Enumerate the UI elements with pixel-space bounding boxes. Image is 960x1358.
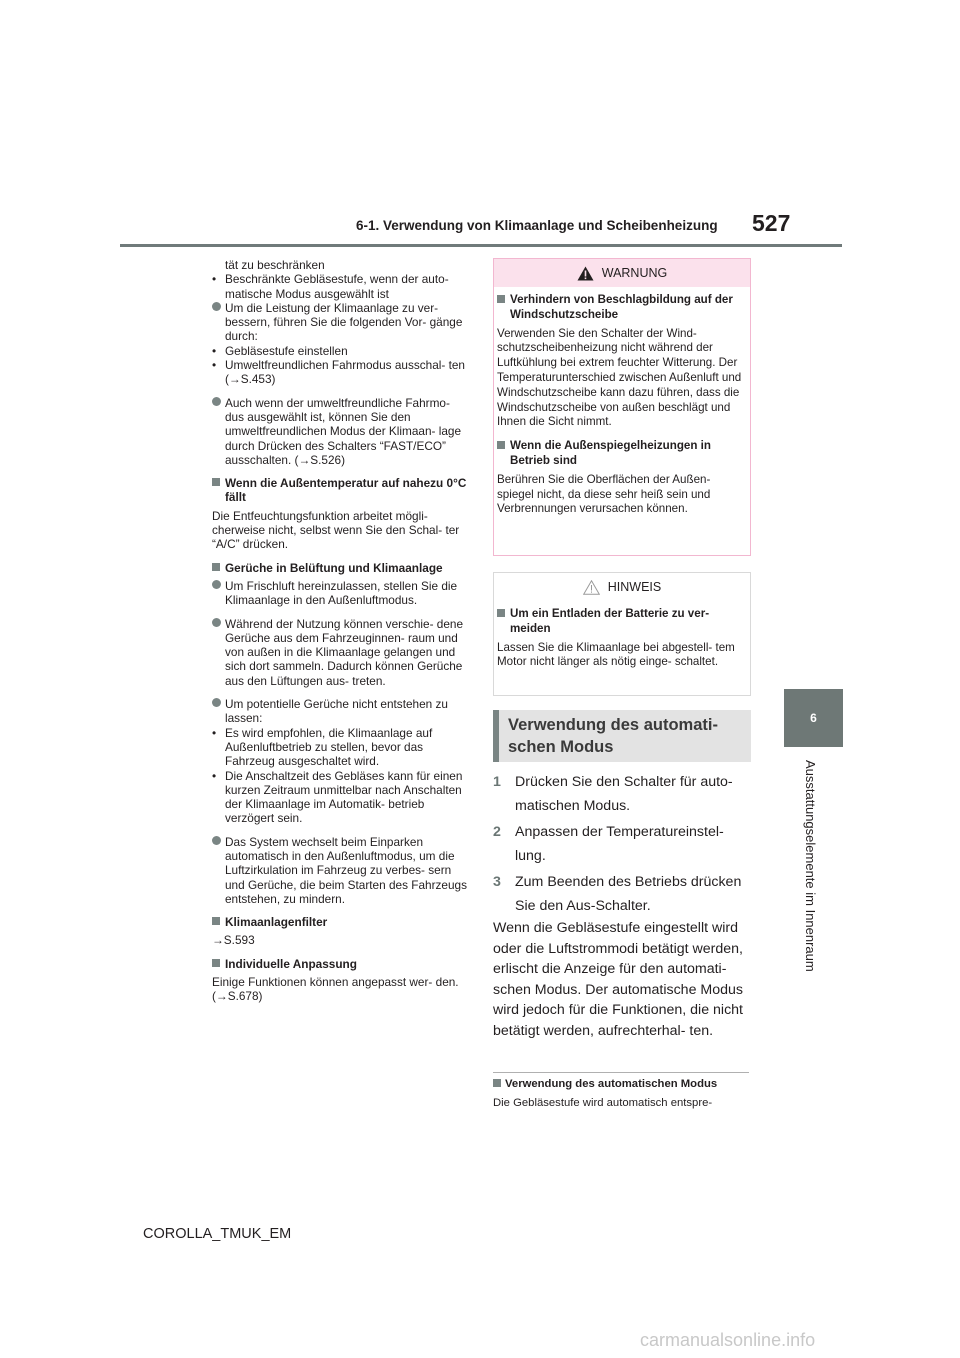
bullet-item <box>212 835 467 906</box>
subheading: Gerüche in Belüftung und Klimaanlage <box>212 561 467 575</box>
subheading: Klimaanlagenfilter <box>212 915 467 929</box>
section-heading-line: Verwendung des automati- <box>508 716 718 734</box>
warning-text: Verwenden Sie den Schalter der Wind- schutzscheibenheizung nicht während der Luftkühlung bei extrem feuchter Witterung. Der Temperaturunterschied zwischen Außenluft und Windschutzscheibe kann dazu führen, dass die Windschutzscheibe von außen beschlägt und Ihnen die Sicht nimmt. <box>497 326 742 429</box>
section-heading-line: schen Modus <box>508 738 614 756</box>
subheading: Individuelle Anpassung <box>212 957 467 971</box>
note-text: Die Gebläsestufe wird automatisch entspre- <box>493 1097 713 1109</box>
header-rule <box>120 244 842 247</box>
square-bullet-icon <box>497 609 505 617</box>
bullet-text: Auch wenn der umweltfreundliche Fahrmo- dus ausgewählt ist, können Sie den umweltfreundlichen Modus der Klimaan- lage durch Drücken des Schalters “FAST/ECO” ausschalten. (→S.526) <box>225 395 462 467</box>
bullet-dot-icon <box>212 836 221 845</box>
page-number: 527 <box>752 210 791 236</box>
square-bullet-icon <box>493 1079 501 1087</box>
step-list <box>493 770 755 920</box>
paragraph: Die Entfeuchtungsfunktion arbeitet mögli- cherweise nicht, selbst wenn Sie den Schal- ter “A/C” drücken. <box>212 508 460 552</box>
notice-subheading: Um ein Entladen der Batterie zu ver- meiden <box>497 607 748 637</box>
square-bullet-icon <box>212 478 220 486</box>
bullet-dot-icon <box>212 397 221 406</box>
step-item: 1 Drücken Sie den Schalter für auto- matischen Modus. <box>493 774 733 814</box>
watermark: carmanualsonline.info <box>640 1330 816 1350</box>
section-heading <box>493 710 751 762</box>
warning-box <box>493 258 751 556</box>
chapter-tab: 6 <box>784 689 843 747</box>
list-subitem: • Beschränkte Gebläsestufe, wenn der auto- matische Modus ausgewählt ist <box>212 272 467 301</box>
notice-box <box>493 572 751 696</box>
list-subitem: • Gebläsestufe einstellen <box>212 344 467 358</box>
bullet-item <box>212 697 467 826</box>
bullet-text: Das System wechselt beim Einparken automatisch in den Außenluftmodus, um die Luftzirkulation im Fahrzeug zu verbes- sern und Gerüche, die beim Starten des Fahrzeugs entstehen, zu mindern. <box>225 834 467 906</box>
step-item: 2 Anpassen der Temperatureinstel- lung. <box>493 824 724 864</box>
notice-text: Lassen Sie die Klimaanlage bei abgestell- tem Motor nicht länger als nötig einge- schaltet. <box>497 640 735 669</box>
bullet-text: Um Frischluft hereinzulassen, stellen Sie die Klimaanlage in den Außenluftmodus. <box>225 578 458 608</box>
bullet-item <box>212 579 467 608</box>
square-bullet-icon <box>212 563 220 571</box>
bullet-text: Um potentielle Gerüche nicht entstehen zu lassen: <box>225 697 448 726</box>
document-code: COROLLA_TMUK_EM <box>143 1226 292 1242</box>
bullet-item <box>212 301 467 387</box>
continued-text: tät zu beschränken <box>225 258 325 272</box>
list-subitem: • Die Anschaltzeit des Gebläses kann für einen kurzen Zeitraum unmittelbar nach Anschalten der Klimaanlage im Automatik- betrieb verzögert sein. <box>212 769 467 826</box>
step-item: 3 Zum Beenden des Betriebs drücken Sie den Aus-Schalter. <box>493 874 742 914</box>
warning-triangle-icon <box>577 266 594 281</box>
warning-subheading: Wenn die Außenspiegelheizungen in Betrieb sind <box>497 439 748 469</box>
chapter-title: Ausstattungselemente im Innenraum <box>803 760 818 972</box>
section-paragraph: Wenn die Gebläsestufe eingestellt wird oder die Luftstrommodi betätigt werden, erlischt die Anzeige für den automati- schen Modus. Der automatische Modus wird jedoch für die Funktionen, die nicht betätigt werden, aufrechterhal- ten. <box>493 920 743 1039</box>
bullet-dot-icon <box>212 618 221 627</box>
bullet-text: Während der Nutzung können verschie- dene Gerüche aus dem Fahrzeuginnen- raum und von außen in die Klimaanlage gelangen und sich dort sammeln. Dadurch können Gerüche aus den Lüftungen aus- treten. <box>225 616 464 688</box>
square-bullet-icon <box>212 959 220 967</box>
square-bullet-icon <box>497 441 505 449</box>
page-reference: →S.593 <box>212 933 255 948</box>
warning-text: Berühren Sie die Oberflächen der Außen- spiegel nicht, da diese sehr heiß sein und Verbrennungen verursachen können. <box>497 472 711 516</box>
warning-title-bar <box>494 259 750 287</box>
bullet-item <box>212 617 467 688</box>
left-column <box>212 258 467 1013</box>
square-bullet-icon <box>497 295 505 303</box>
section-header-title: 6-1. Verwendung von Klimaanlage und Scheibenheizung <box>356 218 718 233</box>
bullet-dot-icon <box>212 302 221 311</box>
bullet-dot-icon <box>212 698 221 707</box>
note-subheading: Verwendung des automatischen Modus <box>493 1078 717 1090</box>
warning-title: WARNUNG <box>601 266 668 280</box>
paragraph: Einige Funktionen können angepasst wer- den. (→S.678) <box>212 975 459 1004</box>
bullet-item <box>212 396 467 467</box>
bullet-dot-icon <box>212 580 221 589</box>
notice-title-bar <box>494 573 750 601</box>
notice-triangle-icon <box>583 580 600 595</box>
square-bullet-icon <box>212 917 220 925</box>
subheading: Wenn die Außentemperatur auf nahezu 0°C fällt <box>212 476 467 505</box>
list-subitem: • Umweltfreundlichen Fahrmodus ausschal- ten (→S.453) <box>212 358 467 387</box>
warning-subheading: Verhindern von Beschlagbildung auf der Windschutzscheibe <box>497 293 748 323</box>
list-subitem: • Es wird empfohlen, die Klimaanlage auf Außenluftbetrieb zu stellen, bevor das Fahrzeug ausgeschaltet wird. <box>212 726 467 769</box>
notice-title: HINWEIS <box>607 580 662 594</box>
bullet-text: Um die Leistung der Klimaanlage zu ver- bessern, führen Sie die folgenden Vor- gänge durch: <box>225 300 463 344</box>
divider <box>493 1072 749 1073</box>
chapter-side-label <box>787 760 837 1000</box>
